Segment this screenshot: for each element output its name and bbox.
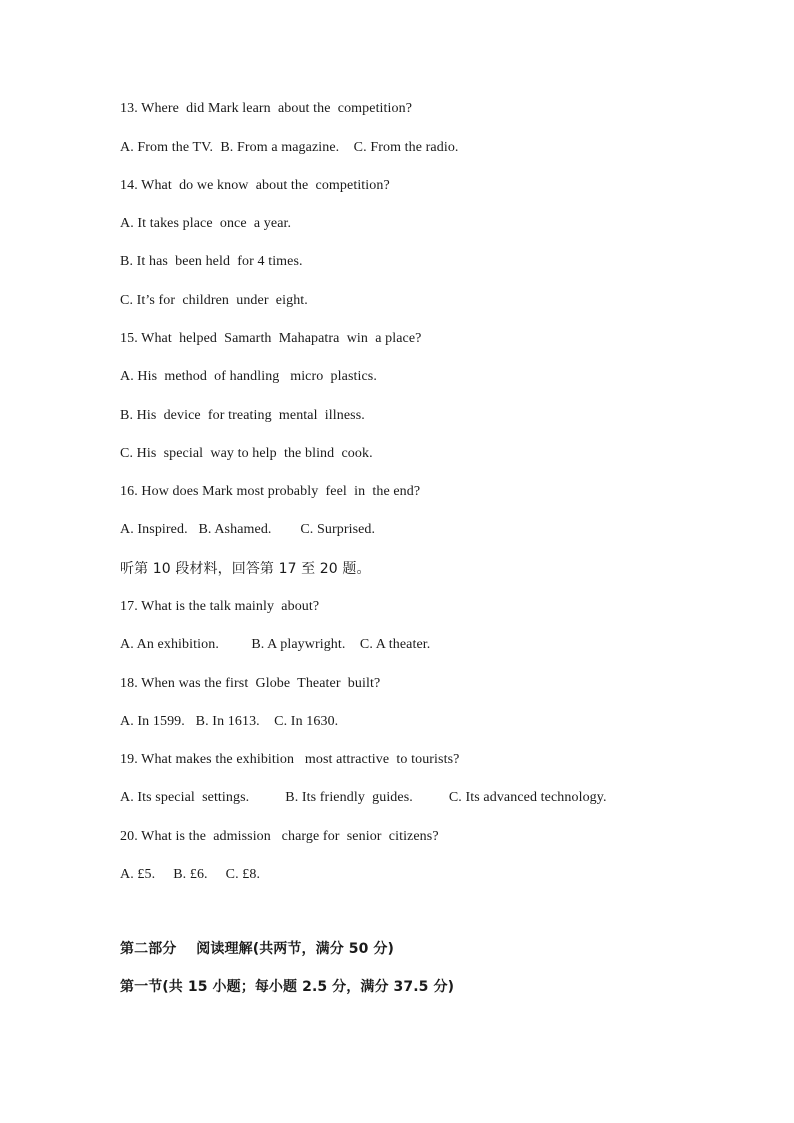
question-15-option-a: A. His method of handling micro plastics. bbox=[120, 369, 377, 384]
question-15-option-b: B. His device for treating mental illness. bbox=[120, 408, 365, 423]
question-13-options: A. From the TV. B. From a magazine. C. From the radio. bbox=[120, 140, 459, 155]
question-14-option-b: B. It has been held for 4 times. bbox=[120, 254, 303, 269]
question-17: 17. What is the talk mainly about? bbox=[120, 599, 320, 614]
question-16-options: A. Inspired. B. Ashamed. C. Surprised. bbox=[120, 522, 376, 537]
question-16: 16. How does Mark most probably feel in the end? bbox=[120, 484, 421, 499]
question-14-option-c: C. It’s for children under eight. bbox=[120, 293, 308, 308]
part-two-heading: 第二部分 阅读理解(共两节，满分 50 分) bbox=[120, 941, 395, 957]
question-15-option-c: C. His special way to help the blind cook. bbox=[120, 446, 373, 461]
section-instruction: 听第 10 段材料，回答第 17 至 20 题。 bbox=[120, 561, 371, 577]
question-19-options: A. Its special settings. B. Its friendly guides. C. Its advanced technology. bbox=[120, 790, 607, 805]
section-one-heading: 第一节(共 15 小题；每小题 2.5 分，满分 37.5 分) bbox=[120, 979, 455, 995]
question-14: 14. What do we know about the competition? bbox=[120, 178, 390, 193]
question-13: 13. Where did Mark learn about the competition? bbox=[120, 101, 413, 116]
question-15: 15. What helped Samarth Mahapatra win a place? bbox=[120, 331, 422, 346]
question-14-option-a: A. It takes place once a year. bbox=[120, 216, 292, 231]
question-20: 20. What is the admission charge for senior citizens? bbox=[120, 829, 439, 844]
question-18: 18. When was the first Globe Theater built? bbox=[120, 676, 381, 691]
question-18-options: A. In 1599. B. In 1613. C. In 1630. bbox=[120, 714, 339, 729]
question-19: 19. What makes the exhibition most attractive to tourists? bbox=[120, 752, 460, 767]
question-17-options: A. An exhibition. B. A playwright. C. A theater. bbox=[120, 637, 431, 652]
question-20-options: A. £5. B. £6. C. £8. bbox=[120, 867, 261, 882]
